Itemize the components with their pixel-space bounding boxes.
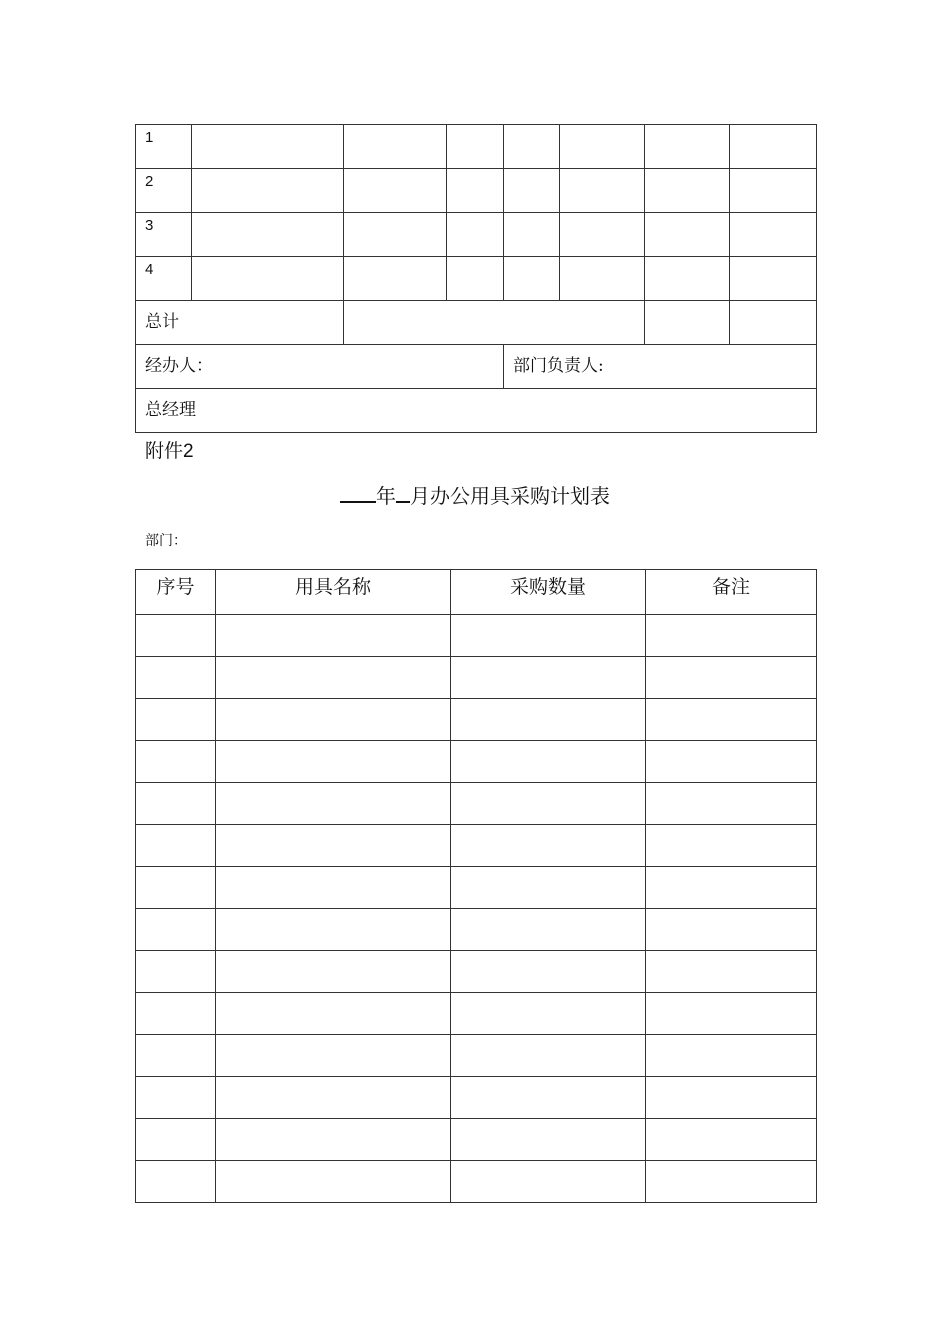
column-header: 用具名称 [216,570,451,615]
table-cell[interactable] [646,1119,817,1161]
form-title [0,480,950,509]
table-cell[interactable] [136,993,216,1035]
table-cell[interactable] [216,657,451,699]
table-row [136,1035,817,1077]
table-cell[interactable] [216,699,451,741]
signature-row [136,345,817,389]
table-cell[interactable] [136,657,216,699]
budget-row [136,169,817,213]
budget-cell[interactable] [730,125,817,169]
table-cell[interactable] [646,909,817,951]
budget-cell[interactable] [447,213,504,257]
table-cell[interactable] [136,699,216,741]
budget-cell[interactable] [447,257,504,301]
title-text: 月办公用具采购计划表 [410,484,610,508]
table-cell[interactable] [646,657,817,699]
budget-cell[interactable] [447,125,504,169]
table-cell[interactable] [451,615,646,657]
year-suffix: 年 [376,484,396,508]
budget-cell[interactable] [645,125,730,169]
table-row [136,1077,817,1119]
table-row [136,615,817,657]
table-cell[interactable] [136,741,216,783]
table-row [136,1161,817,1203]
handler-field[interactable]: 经办人： [136,345,504,389]
table-cell[interactable] [646,1161,817,1203]
column-header: 采购数量 [451,570,646,615]
table-cell[interactable] [646,699,817,741]
budget-cell[interactable] [560,125,645,169]
table-cell[interactable] [451,741,646,783]
budget-cell[interactable] [447,169,504,213]
budget-cell[interactable] [504,169,560,213]
row-number: 3 [136,213,192,257]
budget-row [136,213,817,257]
budget-cell[interactable] [730,257,817,301]
row-number: 4 [136,257,192,301]
table-cell[interactable] [451,1077,646,1119]
table-cell[interactable] [216,951,451,993]
attachment-number: 2 [183,441,194,462]
table-cell[interactable] [216,1119,451,1161]
table-cell[interactable] [646,951,817,993]
table-row [136,657,817,699]
row-number: 2 [136,169,192,213]
total-cell[interactable] [730,301,817,345]
procurement-plan-table [135,569,817,1203]
budget-cell[interactable] [344,125,447,169]
total-cell[interactable] [344,301,645,345]
department-label: 部门： [145,533,187,549]
table-cell[interactable] [216,825,451,867]
budget-table [135,124,817,433]
budget-row [136,257,817,301]
table-cell[interactable] [216,615,451,657]
dept-head-field[interactable]: 部门负责人: [504,345,817,389]
gm-row [136,389,817,433]
table-cell[interactable] [216,741,451,783]
budget-row [136,125,817,169]
budget-cell[interactable] [645,257,730,301]
budget-cell[interactable] [192,169,344,213]
column-header: 序号 [136,570,216,615]
total-label: 总计 [136,301,344,345]
table-cell[interactable] [646,615,817,657]
table-cell[interactable] [451,1035,646,1077]
table-row [136,783,817,825]
table-cell[interactable] [216,993,451,1035]
table-cell[interactable] [136,867,216,909]
table-cell[interactable] [646,867,817,909]
budget-cell[interactable] [504,213,560,257]
table-cell[interactable] [216,1035,451,1077]
table-row [136,867,817,909]
budget-cell[interactable] [192,125,344,169]
table-cell[interactable] [136,825,216,867]
table-cell[interactable] [136,909,216,951]
budget-cell[interactable] [645,213,730,257]
table-cell[interactable] [451,951,646,993]
table-cell[interactable] [451,699,646,741]
budget-cell[interactable] [645,169,730,213]
budget-cell[interactable] [344,169,447,213]
table-cell[interactable] [646,993,817,1035]
table-cell[interactable] [136,1161,216,1203]
table-cell[interactable] [646,783,817,825]
header-row [136,570,817,615]
table-cell[interactable] [451,867,646,909]
budget-cell[interactable] [192,213,344,257]
table-row [136,951,817,993]
table-row [136,741,817,783]
table-cell[interactable] [136,1035,216,1077]
table-cell[interactable] [451,825,646,867]
table-cell[interactable] [216,867,451,909]
month-blank[interactable] [396,497,410,503]
budget-cell[interactable] [560,213,645,257]
budget-cell[interactable] [344,213,447,257]
total-row [136,301,817,345]
table-row [136,825,817,867]
table-row [136,909,817,951]
table-cell[interactable] [216,783,451,825]
table-cell[interactable] [451,783,646,825]
budget-cell[interactable] [560,257,645,301]
budget-cell[interactable] [344,257,447,301]
gm-field[interactable]: 总经理 [136,389,817,433]
budget-cell[interactable] [192,257,344,301]
budget-cell[interactable] [730,213,817,257]
column-header: 备注 [646,570,817,615]
budget-cell[interactable] [504,125,560,169]
table-row [136,699,817,741]
row-number: 1 [136,125,192,169]
table-cell[interactable] [136,1077,216,1119]
table-cell[interactable] [451,993,646,1035]
table-row [136,1119,817,1161]
table-cell[interactable] [646,1077,817,1119]
table-cell[interactable] [216,909,451,951]
table-cell[interactable] [136,615,216,657]
table-cell[interactable] [451,1119,646,1161]
table-cell[interactable] [136,951,216,993]
attachment-label: 附件2 [145,440,194,462]
table-cell[interactable] [216,1077,451,1119]
table-cell[interactable] [646,1035,817,1077]
table-cell[interactable] [451,1161,646,1203]
table-cell[interactable] [646,741,817,783]
table-cell[interactable] [646,825,817,867]
total-cell[interactable] [645,301,730,345]
table-cell[interactable] [136,783,216,825]
budget-cell[interactable] [504,257,560,301]
budget-cell[interactable] [730,169,817,213]
table-cell[interactable] [451,909,646,951]
budget-cell[interactable] [560,169,645,213]
table-row [136,993,817,1035]
table-cell[interactable] [216,1161,451,1203]
year-blank[interactable] [340,497,376,503]
table-cell[interactable] [136,1119,216,1161]
table-cell[interactable] [451,657,646,699]
